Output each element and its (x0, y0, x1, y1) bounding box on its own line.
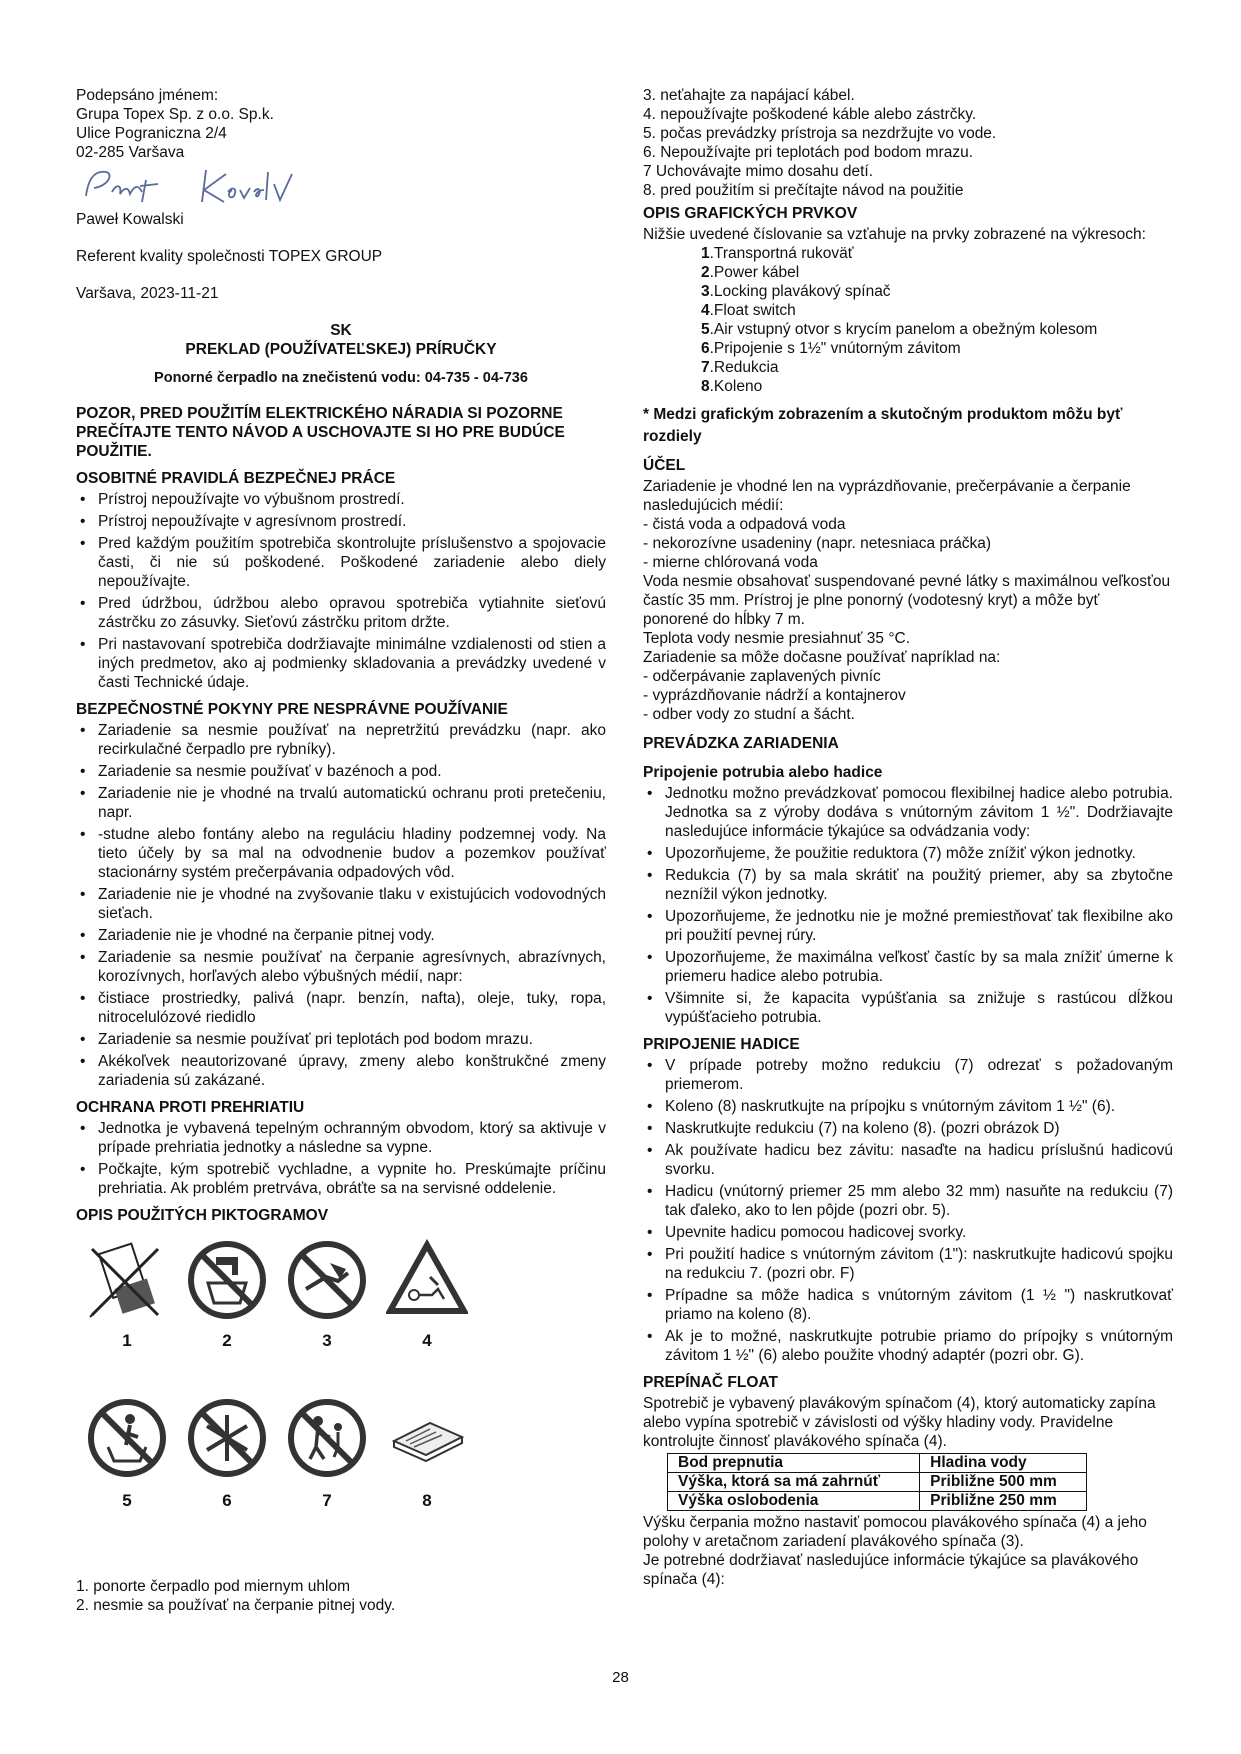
safety-heading: OSOBITNÉ PRAVIDLÁ BEZPEČNEJ PRÁCE (76, 470, 396, 487)
lang-code: SK (330, 322, 352, 339)
list-item: • Naskrutkujte redukciu (7) na koleno (8). (pozri obrázok D) (643, 1119, 1173, 1138)
safety-list (76, 490, 606, 692)
list-item: • Koleno (8) naskrutkujte na prípojku s vnútorným závitom 1 ½" (6). (643, 1097, 1173, 1116)
purpose-line: - vyprázdňovanie nádrží a kontajnerov (643, 687, 906, 704)
graphics-intro: Nižšie uvedené číslovanie sa vzťahuje na prvky zobrazené na výkresoch: (643, 226, 1146, 243)
table-cell: Výška, ktorá sa má zahrnúť (668, 1473, 920, 1492)
list-item: 4.Float switch (701, 302, 796, 319)
list-item: • Prípadne sa môže hadica s vnútorným závitom (1 ½ ") naskrutkovať priamo na koleno (8). (643, 1286, 1173, 1324)
list-item: • Pri použití hadice s vnútorným závitom (1"): naskrutkujte hadicovú spojku na redukciu 7. (pozri obr. F) (643, 1245, 1173, 1283)
table-cell: Výška oslobodenia (668, 1492, 920, 1511)
list-item: • Zariadenie sa nesmie používať na čerpanie agresívnych, abrazívnych, korozívnych, horľavých alebo výbušných médií, napr: (76, 948, 606, 986)
list-item: • V prípade potreby možno redukciu (7) odrezať s požadovaným priemerom. (643, 1056, 1173, 1094)
list-item: • Hadicu (vnútorný priemer 25 mm alebo 32 mm) nasuňte na redukciu (7) tak ďaleko, ako to len pôjde (pozri obr. 5). (643, 1182, 1173, 1220)
list-item: 7.Redukcia (701, 359, 779, 376)
misuse-heading: BEZPEČNOSTNÉ POKYNY PRE NESPRÁVNE POUŽÍVANIE (76, 701, 508, 718)
document-title: PREKLAD (POUŽÍVATEĽSKEJ) PRÍRUČKY (185, 341, 497, 358)
table-row (668, 1454, 1087, 1473)
pictogram-number: 3 (322, 1331, 332, 1350)
list-item: • Zariadenie nie je vhodné na trvalú automatickú ochranu proti pretečeniu, napr. (76, 784, 606, 822)
pictogram-grid (76, 1233, 496, 1563)
pictogram-caption: 3. neťahajte za napájací kábel. (643, 87, 855, 104)
overheat-list (76, 1119, 606, 1198)
float-after: Je potrebné dodržiavať nasledujúce informácie týkajúce sa plavákového spínača (4): (643, 1552, 1139, 1588)
purpose-line: Zariadenie je vhodné len na vyprázdňovanie, prečerpávanie a čerpanie nasledujúcich médií: (643, 478, 1131, 514)
no-pulling-cable-icon (286, 1239, 368, 1321)
list-item: • -studne alebo fontány alebo na reguláciu hladiny podzemnej vody. Na tieto účely by sa mal na odvodnenie budov a pozemkov používať stacionárny systém prečerpávania odpadových vôd. (76, 825, 606, 882)
date-place: Varšava, 2023-11-21 (76, 285, 219, 302)
pictogram-number: 2 (222, 1331, 232, 1350)
list-item: • Redukcia (7) by sa mala skrátiť na použitý priemer, aby sa zbytočne neznížil výkon jednotky. (643, 866, 1173, 904)
list-item: • Upozorňujeme, že jednotku nie je možné premiestňovať tak flexibilne ako pri použití pevnej rúry. (643, 907, 1173, 945)
list-item: • Zariadenie nie je vhodné na čerpanie pitnej vody. (76, 926, 606, 945)
list-item: 8.Koleno (701, 378, 763, 395)
list-item: 5.Air vstupný otvor s krycím panelom a obežným kolesom (701, 321, 1098, 338)
list-item: • Pred údržbou, údržbou alebo opravou spotrebiča vytiahnite sieťovú zástrčku zo zásuvky. Sieťovú zástrčku pritom držte. (76, 594, 606, 632)
pictogram-number: 1 (122, 1331, 132, 1350)
pictogram-number: 5 (122, 1491, 132, 1510)
list-item: 2.Power kábel (701, 264, 800, 281)
page-number: 28 (612, 1669, 629, 1686)
graphics-heading: OPIS GRAFICKÝCH PRVKOV (643, 205, 858, 222)
purpose-line: - mierne chlórovaná voda (643, 554, 818, 571)
left-column (76, 86, 606, 1615)
table-row (668, 1473, 1087, 1492)
list-item: • Všimnite si, že kapacita vypúšťania sa znižuje s rastúcou dĺžkou vypúšťacieho potrubia. (643, 989, 1173, 1027)
no-freezing-icon (186, 1397, 268, 1479)
list-item: • Prístroj nepoužívajte v agresívnom prostredí. (76, 512, 606, 531)
list-item: 3.Locking plavákový spínač (701, 283, 891, 300)
sign-line-1: Podepsáno jménem: (76, 87, 219, 104)
list-item: • Jednotku možno prevádzkovať pomocou flexibilnej hadice alebo potrubia. Jednotka sa z výroby dodáva s vnútorným závitom 1 ½". Dodržiavajte nasledujúce informácie týkajúce sa odvádzania vody: (643, 784, 1173, 841)
list-item: • Zariadenie nie je vhodné na zvyšovanie tlaku v existujúcich vodovodných sieťach. (76, 885, 606, 923)
pictogram-number: 7 (322, 1491, 332, 1510)
operation-list (643, 784, 1173, 1027)
warning-text: POZOR, PRED POUŽITÍM ELEKTRICKÉHO NÁRADIA SI POZORNE PREČÍTAJTE TENTO NÁVOD A USCHOVAJTE SI HO PRE BUDÚCE POUŽITIE. (76, 405, 565, 460)
float-intro: Spotrebič je vybavený plavákovým spínačom (4), ktorý automaticky zapína alebo vypína spotrebič v závislosti od výšky hladiny vody. Pravidelne kontrolujte činnosť plavákového spínača (4). (643, 1395, 1156, 1450)
no-drinking-water-icon (186, 1239, 268, 1321)
list-item: • Jednotka je vybavená tepelným ochranným obvodom, ktorý sa aktivuje v prípade prehriatia jednotky a následne sa vypne. (76, 1119, 606, 1157)
list-item: • Pred každým použitím spotrebiča skontrolujte príslušenstvo a spojovacie časti, či nie sú poškodené. Poškodené zariadenie alebo diely nepoužívajte. (76, 534, 606, 591)
list-item: • Akékoľvek neautorizované úpravy, zmeny alebo konštrukčné zmeny zariadenia sú zakázané. (76, 1052, 606, 1090)
pictograms-heading: OPIS POUŽITÝCH PIKTOGRAMOV (76, 1207, 329, 1224)
keep-away-children-icon (286, 1397, 368, 1479)
pictogram-number: 8 (422, 1491, 432, 1510)
pump-tilt-icon (86, 1239, 168, 1321)
purpose-line: - nekorozívne usadeniny (napr. netesniaca práčka) (643, 535, 992, 552)
graphics-note: * Medzi grafickým zobrazením a skutočným produktom môžu byť rozdiely (643, 406, 1123, 445)
purpose-line: - čistá voda a odpadová voda (643, 516, 846, 533)
misuse-list (76, 721, 606, 1090)
damaged-cable-warning-icon (386, 1239, 468, 1321)
signer-name: Paweł Kowalski (76, 211, 184, 228)
operation-heading: PREVÁDZKA ZARIADENIA (643, 735, 839, 752)
right-column (643, 86, 1173, 1589)
purpose-heading: ÚČEL (643, 457, 686, 474)
purpose-line: ponorené do hĺbky 7 m. (643, 611, 805, 628)
signer-role: Referent kvality společnosti TOPEX GROUP (76, 248, 383, 265)
sign-line-3: Ulice Pograniczna 2/4 (76, 125, 227, 142)
document-subtitle: Ponorné čerpadlo na znečistenú vodu: 04-735 - 04-736 (154, 370, 528, 386)
float-table (667, 1453, 1087, 1511)
pictogram-caption: 5. počas prevádzky prístroja sa nezdržujte vo vode. (643, 125, 997, 142)
table-cell: Hladina vody (920, 1454, 1087, 1473)
list-item: • Prístroj nepoužívajte vo výbušnom prostredí. (76, 490, 606, 509)
list-item: • Ak používate hadicu bez závitu: nasaďte na hadicu príslušnú hadicovú svorku. (643, 1141, 1173, 1179)
pictogram-number: 6 (222, 1491, 232, 1510)
list-item: • Ak je to možné, naskrutkujte potrubie priamo do prípojky s vnútorným závitom 1 ½" (6) alebo použite vhodný adaptér (pozri obr. G). (643, 1327, 1173, 1365)
graphics-list (643, 244, 1173, 396)
list-item: 1.Transportná rukoväť (701, 245, 854, 262)
purpose-line: Voda nesmie obsahovať suspendované pevné látky s maximálnou veľkosťou častíc 35 mm. Prístroj je plne ponorný (vodotesný kryt) a môže byť (643, 573, 1171, 609)
list-item: • Pri nastavovaní spotrebiča dodržiavajte minimálne vzdialenosti od stien a iných predmetov, ako aj podmienky skladovania a prevádzky uvedené v časti Technické údaje. (76, 635, 606, 692)
handwritten-signature (76, 162, 606, 210)
read-manual-icon (386, 1397, 468, 1479)
pictogram-captions-left (76, 1577, 606, 1615)
list-item: • Upozorňujeme, že použitie reduktora (7) môže znížiť výkon jednotky. (643, 844, 1173, 863)
table-cell: Približne 500 mm (920, 1473, 1087, 1492)
hose-heading: PRIPOJENIE HADICE (643, 1036, 800, 1053)
float-after: Výšku čerpania možno nastaviť pomocou plavákového spínača (4) a jeho polohy v aretačnom zariadení plavákového spínača (3). (643, 1514, 1147, 1550)
pictogram-caption: 1. ponorte čerpadlo pod miernym uhlom (76, 1578, 350, 1595)
pictogram-caption: 6. Nepoužívajte pri teplotách pod bodom mrazu. (643, 144, 973, 161)
list-item: • Zariadenie sa nesmie používať v bazénoch a pod. (76, 762, 606, 781)
sign-line-4: 02-285 Varšava (76, 144, 185, 161)
list-item: 6.Pripojenie s 1½" vnútorným závitom (701, 340, 961, 357)
purpose-line: Teplota vody nesmie presiahnuť 35 °C. (643, 630, 911, 647)
list-item: • Zariadenie sa nesmie používať pri teplotách pod bodom mrazu. (76, 1030, 606, 1049)
list-item: • Upozorňujeme, že maximálna veľkosť častíc by sa mala znížiť úmerne k priemeru hadice alebo potrubia. (643, 948, 1173, 986)
list-item: • Zariadenie sa nesmie používať na nepretržitú prevádzku (napr. ako recirkulačné čerpadlo pre rybníky). (76, 721, 606, 759)
pictogram-caption: 7 Uchovávajte mimo dosahu detí. (643, 163, 874, 180)
overheat-heading: OCHRANA PROTI PREHRIATIU (76, 1099, 305, 1116)
table-cell: Približne 250 mm (920, 1492, 1087, 1511)
purpose-line: Zariadenie sa môže dočasne používať napríklad na: (643, 649, 1001, 666)
table-row (668, 1492, 1087, 1511)
operation-subheading: Pripojenie potrubia alebo hadice (643, 764, 883, 781)
pictogram-caption: 8. pred použitím si prečítajte návod na použitie (643, 182, 964, 199)
pictogram-caption: 2. nesmie sa používať na čerpanie pitnej vody. (76, 1597, 396, 1614)
float-heading: PREPÍNAČ FLOAT (643, 1374, 778, 1391)
pictogram-number: 4 (422, 1331, 432, 1350)
hose-list (643, 1056, 1173, 1365)
purpose-line: - odber vody zo studní a šácht. (643, 706, 855, 723)
list-item: • čistiace prostriedky, palivá (napr. benzín, nafta), oleje, tuky, ropa, nitrocelulózové riedidlo (76, 989, 606, 1027)
list-item: • Upevnite hadicu pomocou hadicovej svorky. (643, 1223, 1173, 1242)
no-person-in-water-icon (86, 1397, 168, 1479)
list-item: • Počkajte, kým spotrebič vychladne, a vypnite ho. Preskúmajte príčinu prehriatia. Ak problém pretrváva, obráťte sa na servisné oddelenie. (76, 1160, 606, 1198)
table-cell: Bod prepnutia (668, 1454, 920, 1473)
sign-line-2: Grupa Topex Sp. z o.o. Sp.k. (76, 106, 274, 123)
purpose-line: - odčerpávanie zaplavených pivníc (643, 668, 881, 685)
pictogram-caption: 4. nepoužívajte poškodené káble alebo zástrčky. (643, 106, 977, 123)
